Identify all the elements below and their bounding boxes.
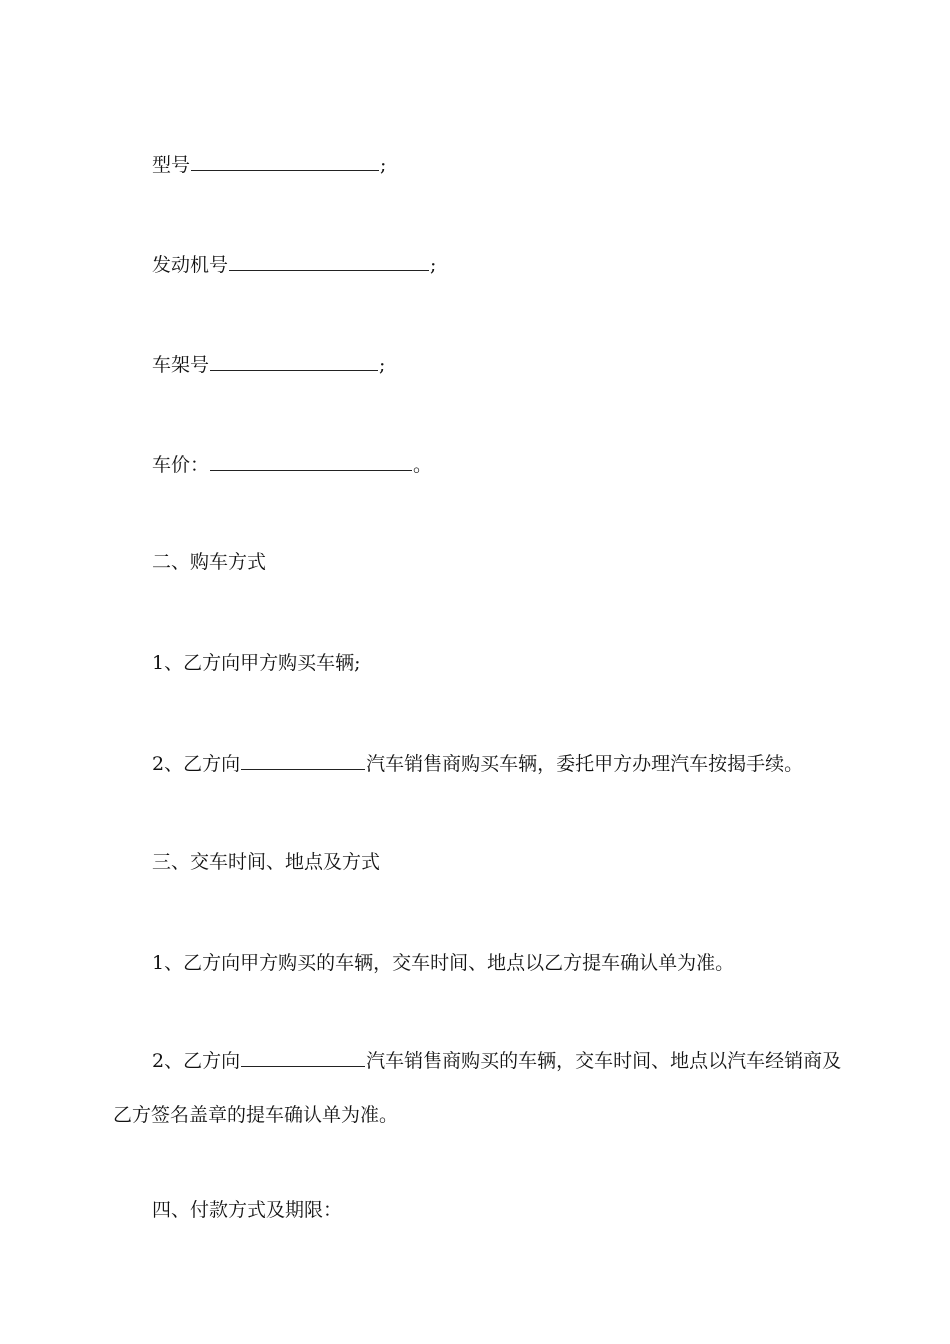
frame-no-label: 车架号: [152, 354, 210, 376]
frame-no-field: [152, 351, 385, 378]
model-label: 型号: [152, 154, 191, 176]
engine-no-label: 发动机号: [152, 254, 229, 276]
dealer-blank: [241, 1047, 365, 1067]
engine-no-suffix: ;: [430, 254, 437, 276]
price-field: [152, 451, 432, 478]
frame-no-blank: [210, 351, 378, 371]
paragraph-with-blank: [152, 750, 803, 777]
item-suffix: 汽车销售商购买车辆，委托甲方办理汽车按揭手续。: [366, 753, 804, 775]
item-suffix: 汽车销售商购买的车辆，交车时间、地点以汽车经销商及乙方签名盖章的提车确认单为准。: [113, 1050, 842, 1126]
dealer-blank: [241, 750, 365, 770]
item-prefix: 2、乙方向: [152, 753, 241, 775]
paragraph-with-blank: [113, 1034, 848, 1142]
paragraph: 1、乙方向甲方购买车辆;: [152, 652, 361, 674]
engine-no-field: [152, 251, 436, 278]
item-prefix: 2、乙方向: [152, 1050, 241, 1072]
model-suffix: ;: [380, 154, 387, 176]
engine-no-blank: [229, 251, 429, 271]
price-suffix: 。: [413, 454, 433, 476]
model-blank: [191, 151, 379, 171]
frame-no-suffix: ;: [379, 354, 386, 376]
price-label: 车价：: [152, 454, 210, 476]
section-heading: 三、交车时间、地点及方式: [152, 851, 381, 873]
section-heading: 四、付款方式及期限：: [152, 1199, 343, 1221]
model-field: [152, 151, 386, 178]
section-heading: 二、购车方式: [152, 551, 267, 573]
paragraph: 1、乙方向甲方购买的车辆，交车时间、地点以乙方提车确认单为准。: [152, 952, 735, 974]
price-blank: [210, 451, 412, 471]
